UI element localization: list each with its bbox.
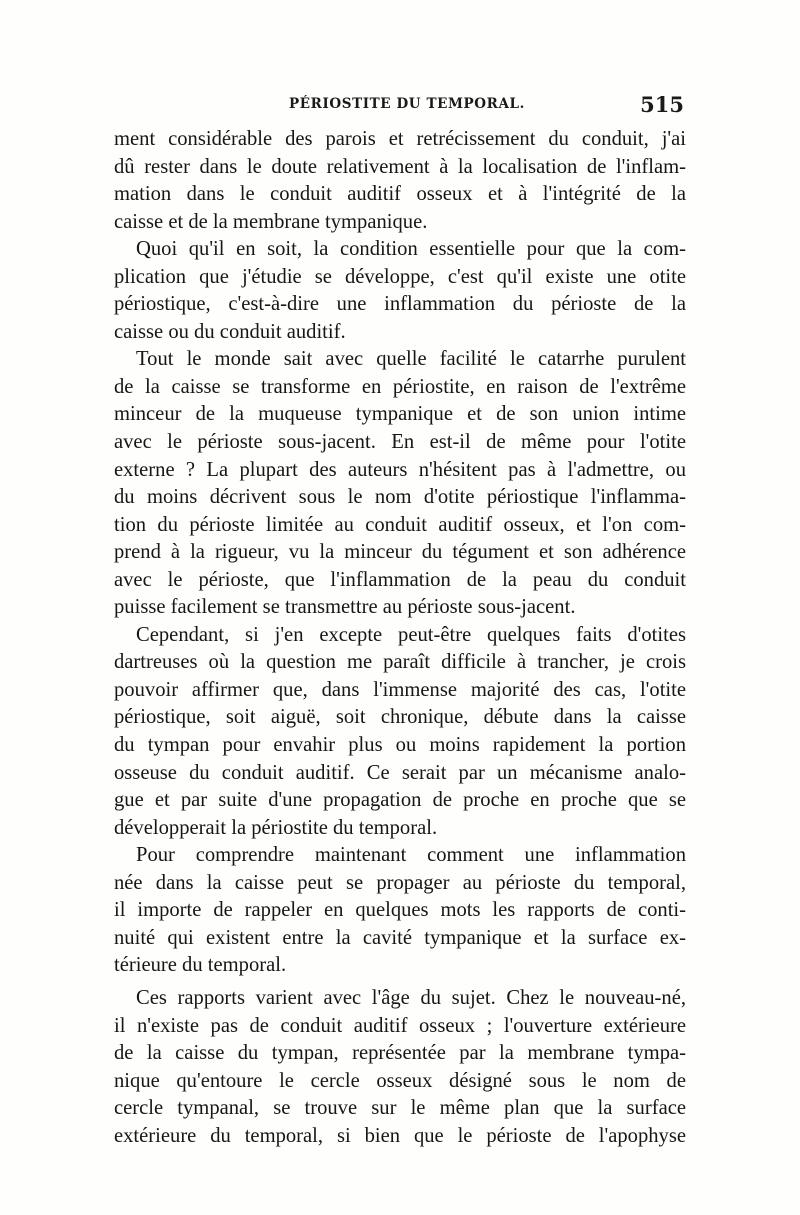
text-line: il n'existe pas de conduit auditif osseux ; l'ouverture extérieure <box>114 1014 686 1037</box>
text-line: térieure du temporal. <box>114 954 287 977</box>
text-line: extérieure du temporal, si bien que le périoste de l'apophyse <box>114 1124 686 1147</box>
paragraph <box>114 842 686 980</box>
text-line: nuité qui existent entre la cavité tympanique et la surface ex- <box>114 926 686 949</box>
text-line: née dans la caisse peut se propager au périoste du temporal, <box>114 871 686 894</box>
text-line: périostique, c'est-à-dire une inflammation du périoste de la <box>114 293 686 316</box>
text-line: avec le périoste sous-jacent. En est-il de même pour l'otite <box>114 431 686 454</box>
text-line: dartreuses où la question me paraît difficile à trancher, je crois <box>114 651 686 674</box>
text-line: mation dans le conduit auditif osseux et à l'intégrité de la <box>114 183 686 206</box>
text-line: plication que j'étudie se développe, c'est qu'il existe une otite <box>114 265 686 288</box>
text-line: ment considérable des parois et retrécissement du conduit, j'ai <box>114 128 686 150</box>
text-line: externe ? La plupart des auteurs n'hésitent pas à l'admettre, ou <box>114 458 686 481</box>
paragraph <box>114 236 686 346</box>
text-line: Cependant, si j'en excepte peut-être quelques faits d'otites <box>136 623 686 646</box>
text-line: caisse ou du conduit auditif. <box>114 320 346 343</box>
text-line: de la caisse du tympan, représentée par la membrane tympa- <box>114 1042 686 1065</box>
text-line: nique qu'entoure le cercle osseux désigné sous le nom de <box>114 1069 686 1092</box>
text-line: caisse et de la membrane tympanique. <box>114 210 428 233</box>
running-title: PÉRIOSTITE DU TEMPORAL. <box>289 96 525 112</box>
text-line: osseuse du conduit auditif. Ce serait par un mécanisme analo- <box>114 761 686 784</box>
page-number: 515 <box>640 92 684 117</box>
text-line: cercle tympanal, se trouve sur le même plan que la surface <box>114 1097 686 1120</box>
text-line: gue et par suite d'une propagation de proche en proche que se <box>114 789 686 812</box>
text-line: il importe de rappeler en quelques mots les rapports de conti- <box>114 899 686 922</box>
paragraph <box>114 985 686 1150</box>
text-line: puisse facilement se transmettre au périoste sous-jacent. <box>114 596 576 619</box>
text-line: minceur de la muqueuse tympanique et de son union intime <box>114 403 686 426</box>
text-line: Tout le monde sait avec quelle facilité le catarrhe purulent <box>136 348 686 371</box>
paragraph <box>114 622 686 842</box>
text-line: Pour comprendre maintenant comment une inflammation <box>136 844 686 867</box>
paragraph <box>114 126 686 236</box>
text-line: dû rester dans le doute relativement à la localisation de l'inflam- <box>114 155 686 178</box>
text-line: de la caisse se transforme en périostite, en raison de l'extrême <box>114 375 686 398</box>
text-line: tion du périoste limitée au conduit auditif osseux, et l'on com- <box>114 513 686 536</box>
page-header <box>114 92 686 122</box>
text-line: Ces rapports varient avec l'âge du sujet. Chez le nouveau-né, <box>136 986 686 1009</box>
paragraph <box>114 346 686 621</box>
body-text <box>114 126 686 1150</box>
text-line: du tympan pour envahir plus ou moins rapidement la portion <box>114 734 686 757</box>
text-line: du moins décrivent sous le nom d'otite périostique l'inflamma- <box>114 486 686 509</box>
text-line: pouvoir affirmer que, dans l'immense majorité des cas, l'otite <box>114 678 686 701</box>
text-line: avec le périoste, que l'inflammation de la peau du conduit <box>114 568 686 591</box>
text-line: Quoi qu'il en soit, la condition essentielle pour que la com- <box>136 238 686 261</box>
text-line: périostique, soit aiguë, soit chronique, débute dans la caisse <box>114 706 686 729</box>
text-line: prend à la rigueur, vu la minceur du tégument et son adhérence <box>114 541 686 564</box>
text-line: développerait la périostite du temporal. <box>114 816 438 839</box>
